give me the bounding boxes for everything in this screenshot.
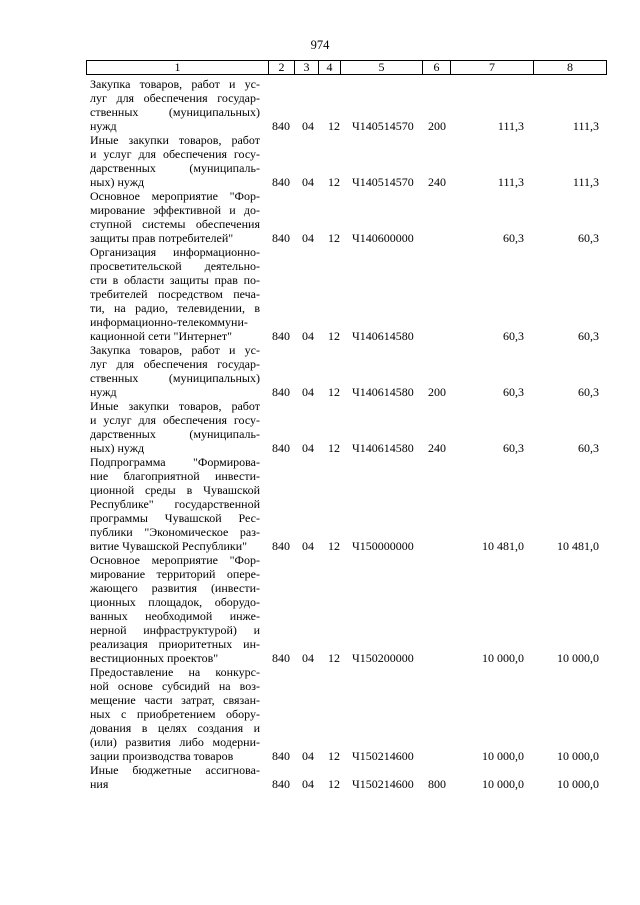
cell-col-8: 10 000,0 [557,777,599,791]
table-row [0,245,640,343]
table-row [0,455,640,553]
description-line: кационной сети "Интернет" [90,329,232,343]
cell-col-4: 12 [328,749,340,763]
description-line: луг для обеспечения государ- [90,357,260,371]
description-line: Закупка товаров, работ и ус- [90,343,260,357]
cell-col-2: 840 [272,651,290,665]
row-description [90,189,260,245]
table-row [0,133,640,189]
description-line: ных) нужд [90,441,145,455]
row-description [90,343,260,399]
cell-col-5: Ч140600000 [352,231,414,245]
cell-col-2: 840 [272,175,290,189]
cell-col-5: Ч140514570 [352,119,414,133]
cell-col-5: Ч140614580 [352,441,414,455]
cell-col-3: 04 [302,749,314,763]
description-line: Республике" государственной [90,497,260,511]
cell-col-3: 04 [302,231,314,245]
cell-col-6 [428,651,456,665]
row-description [90,77,260,133]
description-line: программы Чувашской Рес- [90,511,260,525]
cell-col-4: 12 [328,651,340,665]
table-header [86,60,607,75]
cell-col-5: Ч140614580 [352,385,414,399]
description-line: требителей посредством печа- [90,287,260,301]
cell-col-5: Ч150214600 [352,777,414,791]
description-line: защиты прав потребителей" [90,231,234,245]
description-line: Основное мероприятие "Фор- [90,189,260,203]
cell-col-3: 04 [302,385,314,399]
cell-col-6: 800 [428,777,446,791]
cell-col-8: 111,3 [572,175,599,189]
cell-col-5: Ч150214600 [352,749,414,763]
cell-col-8: 10 000,0 [557,651,599,665]
cell-col-5: Ч150200000 [352,651,414,665]
table-row [0,763,640,791]
description-line: зации производства товаров [90,749,234,763]
description-line: витие Чувашской Республики" [90,539,248,553]
cell-col-4: 12 [328,441,340,455]
cell-col-2: 840 [272,441,290,455]
description-line: ния [90,777,109,791]
cell-col-3: 04 [302,777,314,791]
description-line: ванных необходимой инже- [90,609,260,623]
row-description [90,399,260,455]
description-line: ных) нужд [90,175,145,189]
row-description [90,133,260,189]
description-line: дования в целях создания и [90,721,260,735]
table-row [0,553,640,665]
description-line: Предоставление на конкурс- [90,665,260,679]
description-line: мещение части затрат, связан- [90,693,260,707]
description-line: дарственных (муниципаль- [90,161,260,175]
cell-col-2: 840 [272,539,290,553]
table-row [0,665,640,763]
description-line: публики "Экономическое раз- [90,525,260,539]
description-line: луг для обеспечения государ- [90,91,260,105]
cell-col-2: 840 [272,385,290,399]
description-line: дарственных (муниципаль- [90,427,260,441]
table-row [0,399,640,455]
description-line: мирование территорий опере- [90,567,260,581]
description-line: и услуг для обеспечения госу- [90,413,260,427]
description-line: ступной системы обеспечения [90,217,260,231]
description-line: реализация приоритетных ин- [90,637,260,651]
description-line: сти в области защиты прав по- [90,273,260,287]
cell-col-8: 10 000,0 [557,749,599,763]
description-line: жающего развития (инвести- [90,581,260,595]
cell-col-8: 10 481,0 [557,539,599,553]
cell-col-3: 04 [302,651,314,665]
cell-col-4: 12 [328,539,340,553]
table-body [0,77,640,791]
cell-col-6: 200 [428,385,446,399]
cell-col-6: 200 [428,119,446,133]
row-description [90,455,260,553]
row-description [90,553,260,665]
cell-col-5: Ч140514570 [352,175,414,189]
cell-col-4: 12 [328,231,340,245]
description-line: Закупка товаров, работ и ус- [90,77,260,91]
cell-col-7: 10 481,0 [482,539,524,553]
cell-col-2: 840 [272,119,290,133]
table-row [0,189,640,245]
description-line: ной основе субсидий на воз- [90,679,260,693]
page-number: 974 [310,38,330,52]
description-line: ных с приобретением обору- [90,707,260,721]
cell-col-8: 60,3 [578,385,599,399]
description-line: нужд [90,385,117,399]
cell-col-7: 60,3 [503,441,524,455]
column-header-7: 7 [450,61,533,74]
description-line: (или) развития либо модерни- [90,735,260,749]
cell-col-5: Ч150000000 [352,539,414,553]
cell-col-4: 12 [328,175,340,189]
cell-col-7: 60,3 [503,385,524,399]
row-description [90,665,260,763]
description-line: Иные бюджетные ассигнова- [90,763,260,777]
cell-col-8: 111,3 [572,119,599,133]
cell-col-4: 12 [328,119,340,133]
cell-col-6 [428,329,456,343]
cell-col-5: Ч140614580 [352,329,414,343]
cell-col-3: 04 [302,539,314,553]
description-line: ционной среды в Чувашской [90,483,260,497]
description-line: Иные закупки товаров, работ [90,399,260,413]
description-line: Подпрограмма "Формирова- [90,455,260,469]
description-line: Основное мероприятие "Фор- [90,553,260,567]
description-line: ние благоприятной инвести- [90,469,260,483]
description-line: Организация информационно- [90,245,260,259]
cell-col-3: 04 [302,329,314,343]
description-line: и услуг для обеспечения госу- [90,147,260,161]
cell-col-2: 840 [272,329,290,343]
description-line: мирование эффективной и до- [90,203,260,217]
description-line: вестиционных проектов" [90,651,219,665]
column-header-8: 8 [533,61,607,74]
row-description [90,245,260,343]
description-line: информационно-телекоммуни- [90,315,248,329]
description-line: Иные закупки товаров, работ [90,133,260,147]
table-row [0,77,640,133]
description-line: ционных площадок, оборудо- [90,595,260,609]
cell-col-6: 240 [428,175,446,189]
cell-col-7: 10 000,0 [482,777,524,791]
cell-col-4: 12 [328,329,340,343]
cell-col-8: 60,3 [578,231,599,245]
column-header-5: 5 [340,61,422,74]
description-line: просветительской деятельно- [90,259,260,273]
cell-col-6 [428,749,456,763]
description-line: нерной инфраструктурой) и [90,623,260,637]
cell-col-8: 60,3 [578,441,599,455]
description-line: нужд [90,119,117,133]
description-line: ственных (муниципальных) [90,105,260,119]
cell-col-6: 240 [428,441,446,455]
column-header-2: 2 [268,61,294,74]
cell-col-2: 840 [272,231,290,245]
cell-col-7: 60,3 [503,231,524,245]
cell-col-6 [428,539,456,553]
table-row [0,343,640,399]
column-header-1: 1 [86,61,268,74]
row-description [90,763,260,791]
column-header-3: 3 [294,61,318,74]
cell-col-4: 12 [328,777,340,791]
cell-col-7: 10 000,0 [482,651,524,665]
cell-col-2: 840 [272,749,290,763]
column-header-6: 6 [422,61,450,74]
cell-col-4: 12 [328,385,340,399]
cell-col-3: 04 [302,119,314,133]
cell-col-6 [428,231,456,245]
cell-col-3: 04 [302,175,314,189]
cell-col-7: 10 000,0 [482,749,524,763]
cell-col-3: 04 [302,441,314,455]
column-header-4: 4 [318,61,340,74]
cell-col-8: 60,3 [578,329,599,343]
cell-col-7: 60,3 [503,329,524,343]
description-line: ственных (муниципальных) [90,371,260,385]
description-line: ти, на радио, телевидении, в [90,301,260,315]
cell-col-7: 111,3 [497,175,524,189]
cell-col-2: 840 [272,777,290,791]
cell-col-7: 111,3 [497,119,524,133]
